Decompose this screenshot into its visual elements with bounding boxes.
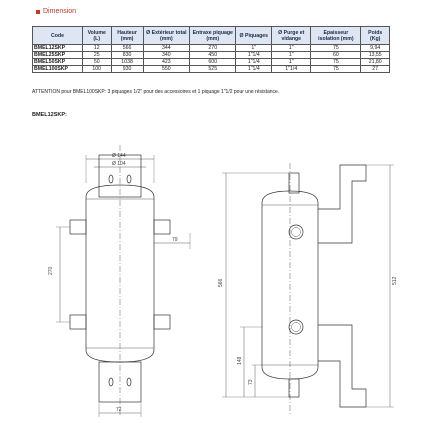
- table-cell: 525: [190, 66, 236, 73]
- col-header: Epaisseur isolation (mm): [311, 27, 361, 45]
- section-title: Dimension: [43, 8, 77, 15]
- table-cell: 27: [361, 66, 390, 73]
- table-cell: 1"1/4: [236, 52, 272, 59]
- table-cell: 12: [82, 45, 111, 52]
- slot-icon: [127, 378, 131, 386]
- table-cell: 1": [272, 52, 311, 59]
- slot-icon: [109, 378, 113, 386]
- pipe-stub-right: [154, 315, 170, 329]
- dim-label: Ø 144: [112, 153, 126, 159]
- section-header: [36, 8, 76, 15]
- col-header: Hauteur (mm): [111, 27, 143, 45]
- col-header: Poids (Kg): [361, 27, 390, 45]
- port-circle: [289, 225, 303, 239]
- table-cell: 1"1/4: [272, 66, 311, 73]
- pipe-stub-left: [70, 220, 86, 234]
- col-header: Volume (L): [82, 27, 111, 45]
- wall-bracket: [318, 165, 366, 243]
- table-cell: 1"1/4: [236, 66, 272, 73]
- pipe-stub-right: [154, 220, 170, 234]
- dim-label: Ø 104: [112, 161, 126, 167]
- table-header-row: [33, 27, 390, 45]
- table-cell: 1038: [111, 59, 143, 66]
- technical-drawing: [0, 125, 423, 423]
- side-view: [218, 163, 398, 415]
- table-cell: BMEL12SKP: [33, 45, 83, 52]
- dim-label: 566: [218, 278, 224, 287]
- table-cell: 50: [82, 59, 111, 66]
- dim-label: 512: [392, 276, 398, 285]
- table-row: [33, 45, 390, 52]
- table-cell: 550: [143, 66, 189, 73]
- table-cell: BMEL50SKP: [33, 59, 83, 66]
- port-circle: [292, 323, 301, 332]
- col-header: Ø Purge et vidange: [272, 27, 311, 45]
- table-cell: 1": [272, 59, 311, 66]
- table-cell: 60: [311, 52, 361, 59]
- dim-label: 79: [172, 237, 178, 243]
- bullet-icon: [36, 10, 40, 14]
- table-cell: 344: [143, 45, 189, 52]
- slot-icon: [109, 175, 113, 183]
- table-cell: 100: [82, 66, 111, 73]
- table-cell: 1"1/4: [236, 59, 272, 66]
- front-view: [48, 145, 190, 417]
- table-cell: 75: [311, 66, 361, 73]
- table-row: [33, 52, 390, 59]
- port-circle: [289, 320, 303, 334]
- table-cell: 930: [111, 66, 143, 73]
- dim-label: 270: [48, 266, 54, 275]
- port-circle: [292, 228, 301, 237]
- table-cell: BMEL25SKP: [33, 52, 83, 59]
- dim-label: 148: [237, 356, 243, 365]
- warning-note: ATTENTION pour BMEL100SKP: 3 piquages 1/2" pour des accessoires et 1 piquage 1"1/2 pour une résistance.: [32, 89, 280, 95]
- pipe-stub-left: [70, 315, 86, 329]
- table-cell: 75: [311, 59, 361, 66]
- table-cell: 75: [311, 45, 361, 52]
- col-header: Ø Extérieur total (mm): [143, 27, 189, 45]
- table-cell: 21,80: [361, 59, 390, 66]
- table-cell: BMEL100SKP: [33, 66, 83, 73]
- table-cell: 270: [190, 45, 236, 52]
- table-row: [33, 66, 390, 73]
- table-cell: 1": [272, 45, 311, 52]
- table-cell: 1": [236, 45, 272, 52]
- dim-label: 72: [116, 407, 122, 413]
- table-cell: 13,55: [361, 52, 390, 59]
- table-cell: 566: [111, 45, 143, 52]
- col-header: Code: [33, 27, 83, 45]
- wall-bracket: [318, 325, 366, 407]
- slot-icon: [127, 175, 131, 183]
- table-cell: 423: [143, 59, 189, 66]
- table-cell: 340: [143, 52, 189, 59]
- dimension-table: [32, 26, 390, 73]
- col-header: Ø Piquages: [236, 27, 272, 45]
- model-title: BMEL12SKP:: [32, 112, 67, 118]
- table-cell: 9,94: [361, 45, 390, 52]
- purge-stub: [289, 173, 299, 193]
- dim-label: 73: [248, 379, 254, 385]
- table-cell: 830: [111, 52, 143, 59]
- drain-stub: [289, 379, 299, 397]
- col-header: Entraxe piquage (mm): [190, 27, 236, 45]
- table-row: [33, 59, 390, 66]
- table-cell: 450: [190, 52, 236, 59]
- table-cell: 25: [82, 52, 111, 59]
- table-cell: 600: [190, 59, 236, 66]
